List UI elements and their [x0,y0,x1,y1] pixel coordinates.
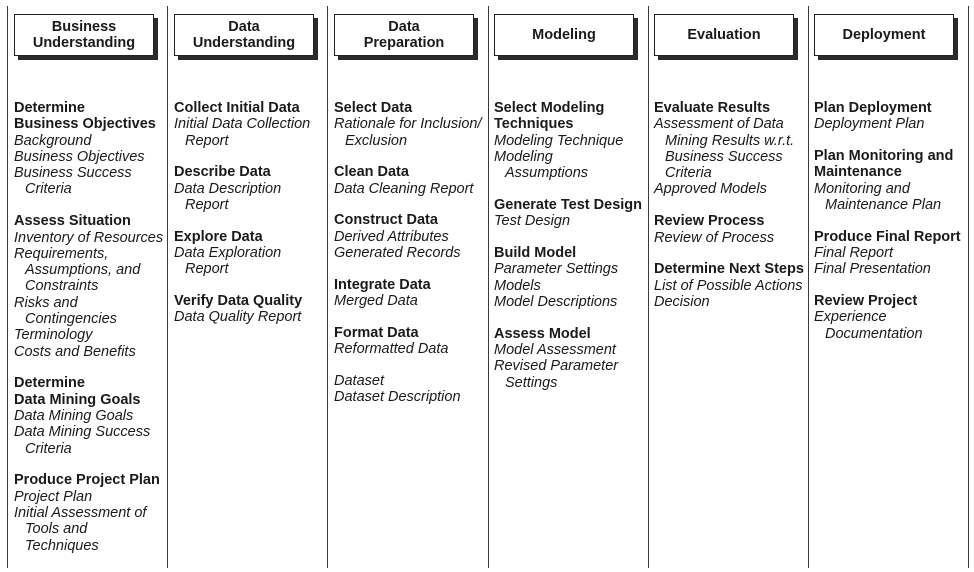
task-title: Select Data [334,100,413,116]
task-output: Dataset [334,373,384,390]
generic-task [494,326,646,391]
phase-header: Modeling [494,14,634,56]
task-output: Deployment Plan [814,116,925,133]
task-title: Plan Monitoring and Maintenance [814,148,954,181]
task-title: Collect Initial Data [174,100,300,116]
task-output: Data Mining Goals [14,408,134,425]
generic-task [174,100,326,149]
task-output: Monitoring and Maintenance Plan [814,180,942,213]
task-output: Project Plan [14,488,93,505]
task-output: Reformatted Data [334,341,449,358]
phase-header: Evaluation [654,14,794,56]
generic-task [14,100,166,198]
task-title: Determine Business Objectives [14,100,156,133]
task-output: Parameter Settings [494,261,619,278]
generic-task [14,213,166,360]
task-title: Select Modeling Techniques [494,100,605,133]
generic-task [654,100,806,198]
generic-task [174,164,326,213]
task-title: Determine Next Steps [654,261,804,278]
generic-task [174,229,326,278]
phase-header: Data Understanding [174,14,314,56]
generic-task [814,229,966,278]
task-output: Models [494,277,541,294]
task-title: Integrate Data [334,276,431,293]
generic-task [814,148,966,213]
column-divider [648,6,649,568]
task-output: Revised Parameter Settings [494,358,619,391]
task-output: Rationale for Inclusion/ Exclusion [334,116,482,149]
task-output: Model Descriptions [494,293,618,310]
generic-task [654,261,806,310]
task-title: Evaluate Results [654,100,771,116]
task-output: Final Presentation [814,261,931,278]
task-title: Generate Test Design [494,196,643,213]
task-output: Data Exploration Report [174,245,282,278]
task-output: Decision [654,293,710,310]
generic-task [654,213,806,246]
task-output: Initial Data Collection Report [174,116,311,149]
phase-header: Data Preparation [334,14,474,56]
generic-task [334,325,486,358]
task-output: Approved Models [654,181,767,198]
generic-task [494,197,646,230]
task-title: Review Process [654,213,765,230]
column-divider [167,6,168,568]
task-output: Background [14,132,92,149]
task-title: Describe Data [174,164,271,181]
task-output: Modeling Assumptions [494,148,589,182]
task-title: Assess Model [494,325,591,342]
task-output: Terminology [14,327,93,344]
task-output: Derived Attributes [334,228,449,245]
generic-task [174,293,326,326]
task-output: Assessment of Data Mining Results w.r.t. Business Success Criteria [654,116,795,182]
task-output: Experience Documentation [814,309,923,342]
phase-task-list [814,100,966,358]
task-output: Modeling Technique [494,132,624,149]
task-output: Review of Process [654,229,775,246]
column-divider [327,6,328,568]
task-output: Costs and Benefits [14,343,136,360]
generic-task [814,293,966,342]
task-title: Determine Data Mining Goals [14,375,141,408]
task-title: Plan Deployment [814,100,932,116]
generic-task [334,373,486,406]
task-title: Assess Situation [14,213,131,230]
task-output: Final Report [814,245,893,262]
task-title: Construct Data [334,212,438,229]
task-output: Initial Assessment of Tools and Techniques [14,505,147,554]
generic-task [334,212,486,261]
generic-task [334,100,486,149]
generic-task [494,245,646,310]
task-title: Review Project [814,293,918,310]
task-output: Data Mining Success Criteria [14,424,151,457]
generic-task [494,100,646,181]
task-output: Business Success Criteria [14,165,132,198]
task-output: Risks and Contingencies [14,294,117,328]
task-title: Build Model [494,245,577,262]
task-output: Merged Data [334,293,418,310]
task-output: Inventory of Resources [14,229,164,246]
generic-task [814,100,966,133]
column-divider [808,6,809,568]
task-output: Business Objectives [14,148,145,165]
phase-task-list [494,100,646,406]
column-divider [7,6,8,568]
generic-task [334,164,486,197]
generic-task [14,472,166,553]
task-title: Format Data [334,324,419,341]
phase-header: Business Understanding [14,14,154,56]
task-title: Produce Final Report [814,228,961,245]
phase-header: Deployment [814,14,954,56]
task-output: Data Quality Report [174,309,302,326]
task-output: Dataset Description [334,389,461,406]
task-title: Produce Project Plan [14,472,160,489]
task-output: Test Design [494,213,571,230]
task-output: Generated Records [334,245,461,262]
generic-task [334,277,486,310]
task-title: Explore Data [174,228,263,245]
task-output: Data Description Report [174,180,282,213]
task-output: Requirements, Assumptions, and Constraints [14,245,141,295]
phase-task-list [334,100,486,421]
task-output: Model Assessment [494,342,616,359]
phase-task-list [14,100,166,569]
generic-task [14,375,166,456]
task-title: Clean Data [334,164,409,181]
phase-task-list [174,100,326,341]
task-output: Data Cleaning Report [334,180,474,197]
phase-task-list [654,100,806,326]
task-title: Verify Data Quality [174,293,303,310]
column-divider [488,6,489,568]
column-divider [968,6,969,568]
task-output: List of Possible Actions [654,277,803,294]
